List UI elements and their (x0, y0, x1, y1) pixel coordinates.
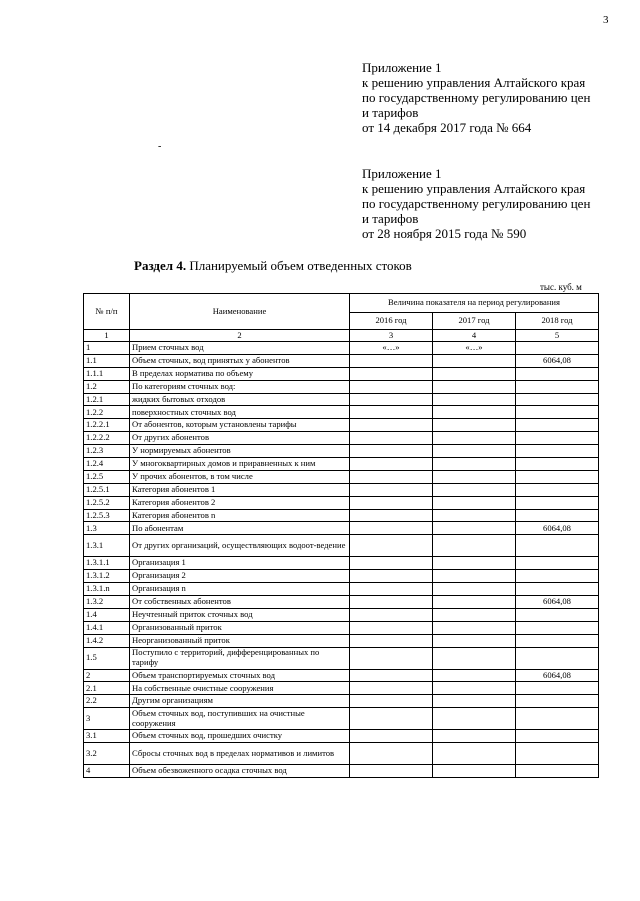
row-value-2016 (350, 419, 433, 432)
row-number: 1.3 (84, 522, 130, 535)
units-label: тыс. куб. м (540, 282, 582, 292)
row-value-2018 (516, 647, 599, 669)
table-row (84, 621, 599, 634)
row-number: 1.3.2 (84, 596, 130, 609)
row-number: 1.5 (84, 647, 130, 669)
row-value-2017 (433, 458, 516, 471)
row-number: 1.2 (84, 380, 130, 393)
row-value-2018 (516, 445, 599, 458)
row-value-2018 (516, 708, 599, 730)
appendix-current-line: по государственному регулированию цен (362, 90, 591, 105)
row-number: 1.4 (84, 608, 130, 621)
row-value-2018 (516, 583, 599, 596)
row-name: Неучтенный приток сточных вод (130, 608, 350, 621)
appendix-current-line: к решению управления Алтайского края (362, 75, 586, 90)
row-value-2017 (433, 708, 516, 730)
row-name: Организация n (130, 583, 350, 596)
row-value-2017 (433, 496, 516, 509)
row-value-2016 (350, 647, 433, 669)
table-body (84, 342, 599, 778)
row-value-2017 (433, 682, 516, 695)
table-row (84, 596, 599, 609)
row-number: 1.2.5 (84, 470, 130, 483)
table-row (84, 708, 599, 730)
row-value-2017 (433, 354, 516, 367)
row-value-2018 (516, 509, 599, 522)
row-value-2016 (350, 695, 433, 708)
table-row (84, 367, 599, 380)
row-value-2018 (516, 743, 599, 765)
row-name: Организованный приток (130, 621, 350, 634)
table-row (84, 432, 599, 445)
table-row (84, 765, 599, 778)
header-index-5: 5 (516, 330, 599, 342)
row-value-2017 (433, 634, 516, 647)
row-value-2016 (350, 557, 433, 570)
table-row (84, 458, 599, 471)
row-value-2017 (433, 557, 516, 570)
row-number: 1.2.3 (84, 445, 130, 458)
appendix-current-line: и тарифов (362, 105, 419, 120)
row-value-2018 (516, 419, 599, 432)
row-value-2016 (350, 496, 433, 509)
row-name: Другим организациям (130, 695, 350, 708)
row-value-2016 (350, 621, 433, 634)
row-name: Объем транспортируемых сточных вод (130, 669, 350, 682)
row-number: 2.2 (84, 695, 130, 708)
table-row (84, 647, 599, 669)
row-value-2017 (433, 730, 516, 743)
row-value-2016 (350, 765, 433, 778)
wastewater-volume-table (83, 293, 599, 778)
row-name: Сбросы сточных вод в пределах нормативов и лимитов (130, 743, 350, 765)
row-value-2017 (433, 596, 516, 609)
table-row (84, 406, 599, 419)
row-value-2017 (433, 380, 516, 393)
row-value-2017 (433, 669, 516, 682)
row-name: поверхностных сточных вод (130, 406, 350, 419)
row-number: 3 (84, 708, 130, 730)
row-value-2016 (350, 445, 433, 458)
header-num: № п/п (84, 294, 130, 330)
row-name: По категориям сточных вод: (130, 380, 350, 393)
row-value-2018: 6064,08 (516, 669, 599, 682)
row-number: 1.2.4 (84, 458, 130, 471)
row-value-2016 (350, 634, 433, 647)
table-row (84, 730, 599, 743)
appendix-original-line: от 28 ноября 2015 года № 590 (362, 226, 527, 241)
table-row (84, 393, 599, 406)
header-year-2017: 2017 год (433, 313, 516, 330)
row-name: У многоквартирных домов и приравненных к ним (130, 458, 350, 471)
row-number: 1.2.2.1 (84, 419, 130, 432)
row-value-2017 (433, 470, 516, 483)
stray-mark: - (158, 141, 162, 152)
row-value-2016 (350, 354, 433, 367)
table-row (84, 380, 599, 393)
header-index-1: 1 (84, 330, 130, 342)
row-value-2018 (516, 535, 599, 557)
table-row (84, 634, 599, 647)
row-value-2016 (350, 393, 433, 406)
table-row (84, 682, 599, 695)
row-value-2016 (350, 669, 433, 682)
header-period-group: Величина показателя на период регулирования (350, 294, 599, 313)
page-number: 3 (603, 14, 609, 26)
row-value-2018 (516, 765, 599, 778)
table-row (84, 570, 599, 583)
row-number: 1.2.5.2 (84, 496, 130, 509)
row-value-2018 (516, 367, 599, 380)
row-value-2017 (433, 522, 516, 535)
row-number: 1.3.1 (84, 535, 130, 557)
row-value-2018 (516, 470, 599, 483)
row-value-2017 (433, 743, 516, 765)
row-value-2017 (433, 608, 516, 621)
row-name: Прием сточных вод (130, 342, 350, 355)
row-value-2016 (350, 708, 433, 730)
row-value-2017 (433, 621, 516, 634)
row-number: 1.2.1 (84, 393, 130, 406)
row-value-2017 (433, 432, 516, 445)
row-value-2018 (516, 608, 599, 621)
table-row (84, 509, 599, 522)
row-number: 1.2.2 (84, 406, 130, 419)
table-row (84, 483, 599, 496)
table-row (84, 354, 599, 367)
row-value-2018 (516, 342, 599, 355)
row-value-2018 (516, 496, 599, 509)
header-year-2018: 2018 год (516, 313, 599, 330)
row-value-2018 (516, 432, 599, 445)
row-value-2018 (516, 393, 599, 406)
table-row (84, 743, 599, 765)
row-name: Организация 2 (130, 570, 350, 583)
row-name: От других организаций, осуществляющих водоот-ведение (130, 535, 350, 557)
row-value-2016 (350, 583, 433, 596)
row-name: Объем обезвоженного осадка сточных вод (130, 765, 350, 778)
row-number: 1.3.1.2 (84, 570, 130, 583)
row-value-2018 (516, 557, 599, 570)
row-name: У прочих абонентов, в том числе (130, 470, 350, 483)
row-name: Объем сточных, вод принятых у абонентов (130, 354, 350, 367)
row-value-2018 (516, 483, 599, 496)
appendix-block-current (362, 60, 590, 135)
row-number: 1.3.1.n (84, 583, 130, 596)
row-value-2017 (433, 393, 516, 406)
table-row (84, 583, 599, 596)
header-year-2016: 2016 год (350, 313, 433, 330)
row-value-2018 (516, 458, 599, 471)
row-value-2018 (516, 570, 599, 583)
row-value-2018: 6064,08 (516, 522, 599, 535)
row-number: 1.2.5.1 (84, 483, 130, 496)
row-value-2017 (433, 647, 516, 669)
row-value-2016 (350, 367, 433, 380)
row-value-2017: «…» (433, 342, 516, 355)
row-value-2018: 6064,08 (516, 596, 599, 609)
row-value-2016 (350, 509, 433, 522)
appendix-original-line: по государственному регулированию цен (362, 196, 591, 211)
table-row (84, 669, 599, 682)
row-number: 1.1.1 (84, 367, 130, 380)
row-number: 1.4.2 (84, 634, 130, 647)
row-value-2017 (433, 483, 516, 496)
row-value-2018 (516, 682, 599, 695)
row-name: Категория абонентов n (130, 509, 350, 522)
section-title (134, 258, 412, 274)
row-number: 4 (84, 765, 130, 778)
table-row (84, 535, 599, 557)
row-value-2016 (350, 522, 433, 535)
row-value-2017 (433, 406, 516, 419)
row-value-2017 (433, 445, 516, 458)
row-number: 1.3.1.1 (84, 557, 130, 570)
appendix-original-line: и тарифов (362, 211, 419, 226)
section-title-text: Планируемый объем отведенных стоков (186, 258, 412, 273)
table-row (84, 557, 599, 570)
row-value-2018 (516, 730, 599, 743)
row-number: 3.1 (84, 730, 130, 743)
row-value-2017 (433, 583, 516, 596)
row-name: От других абонентов (130, 432, 350, 445)
table-row (84, 695, 599, 708)
row-number: 1.2.5.3 (84, 509, 130, 522)
row-name: На собственные очистные сооружения (130, 682, 350, 695)
row-name: По абонентам (130, 522, 350, 535)
row-name: Неорганизованный приток (130, 634, 350, 647)
row-value-2016 (350, 730, 433, 743)
table-row (84, 522, 599, 535)
row-value-2017 (433, 765, 516, 778)
table-row (84, 496, 599, 509)
row-value-2016 (350, 535, 433, 557)
row-value-2018: 6064,08 (516, 354, 599, 367)
row-value-2018 (516, 380, 599, 393)
row-value-2016 (350, 608, 433, 621)
row-value-2016 (350, 682, 433, 695)
row-number: 3.2 (84, 743, 130, 765)
row-value-2016 (350, 596, 433, 609)
row-value-2016: «…» (350, 342, 433, 355)
row-value-2016 (350, 743, 433, 765)
row-name: Поступило с территорий, дифференцированных по тарифу (130, 647, 350, 669)
row-value-2017 (433, 570, 516, 583)
row-value-2018 (516, 634, 599, 647)
row-value-2016 (350, 380, 433, 393)
row-name: Категория абонентов 1 (130, 483, 350, 496)
row-number: 1 (84, 342, 130, 355)
table-row (84, 470, 599, 483)
appendix-block-original (362, 166, 590, 241)
table-row (84, 445, 599, 458)
row-name: От абонентов, которым установлены тарифы (130, 419, 350, 432)
row-number: 1.1 (84, 354, 130, 367)
row-name: жидких бытовых отходов (130, 393, 350, 406)
row-value-2016 (350, 470, 433, 483)
header-index-3: 3 (350, 330, 433, 342)
row-number: 2.1 (84, 682, 130, 695)
appendix-original-line: к решению управления Алтайского края (362, 181, 586, 196)
table-row (84, 342, 599, 355)
row-name: Организация 1 (130, 557, 350, 570)
header-index-2: 2 (130, 330, 350, 342)
row-name: У нормируемых абонентов (130, 445, 350, 458)
appendix-current-line: от 14 декабря 2017 года № 664 (362, 120, 532, 135)
row-name: В пределах норматива по объему (130, 367, 350, 380)
row-value-2016 (350, 432, 433, 445)
header-name: Наименование (130, 294, 350, 330)
section-label: Раздел 4. (134, 258, 187, 273)
row-name: Объем сточных вод, поступивших на очистные сооружения (130, 708, 350, 730)
row-value-2016 (350, 406, 433, 419)
row-value-2018 (516, 695, 599, 708)
header-index-4: 4 (433, 330, 516, 342)
row-number: 1.2.2.2 (84, 432, 130, 445)
row-number: 2 (84, 669, 130, 682)
row-name: Категория абонентов 2 (130, 496, 350, 509)
row-value-2016 (350, 458, 433, 471)
row-value-2017 (433, 535, 516, 557)
appendix-original-line: Приложение 1 (362, 166, 442, 181)
row-value-2017 (433, 695, 516, 708)
row-name: От собственных абонентов (130, 596, 350, 609)
row-value-2017 (433, 367, 516, 380)
row-number: 1.4.1 (84, 621, 130, 634)
row-value-2018 (516, 406, 599, 419)
row-value-2017 (433, 419, 516, 432)
table-row (84, 608, 599, 621)
appendix-current-line: Приложение 1 (362, 60, 442, 75)
row-value-2018 (516, 621, 599, 634)
row-value-2017 (433, 509, 516, 522)
table-row (84, 419, 599, 432)
row-name: Объем сточных вод, прошедших очистку (130, 730, 350, 743)
row-value-2016 (350, 570, 433, 583)
row-value-2016 (350, 483, 433, 496)
